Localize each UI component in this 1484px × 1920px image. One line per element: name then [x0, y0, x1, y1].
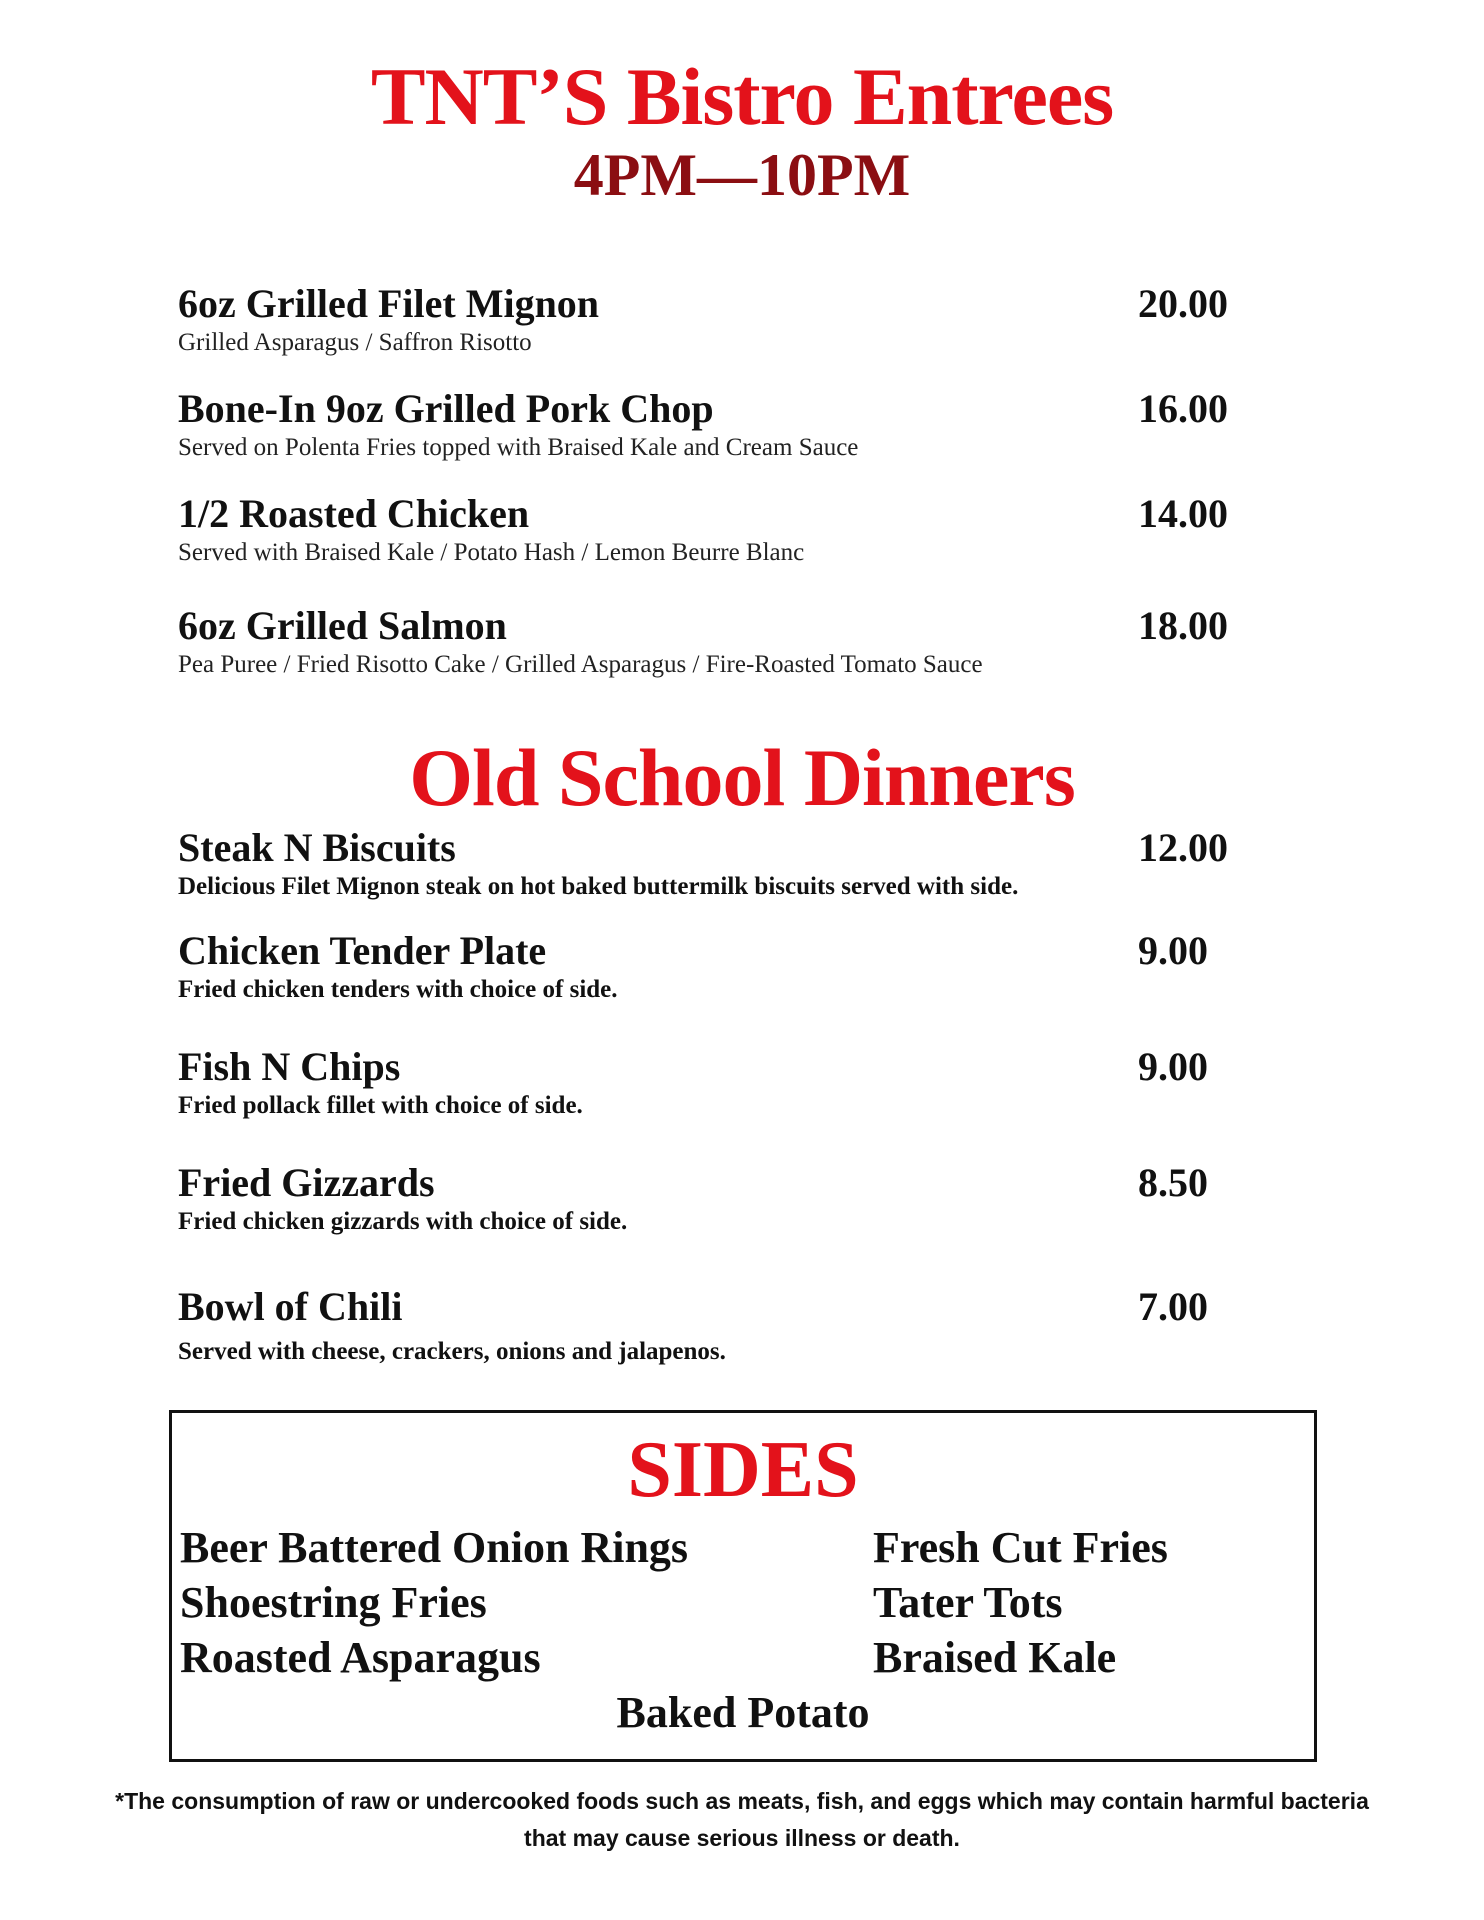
- item-price: 9.00: [1138, 928, 1208, 973]
- side-item: Roasted Asparagus: [180, 1633, 541, 1682]
- item-name: 1/2 Roasted Chicken: [178, 491, 530, 536]
- item-price: 7.00: [1138, 1284, 1208, 1329]
- item-description: Served with Braised Kale / Potato Hash / Lemon Beurre Blanc: [178, 539, 805, 566]
- item-description: Fried pollack fillet with choice of side.: [178, 1092, 583, 1119]
- item-name: 6oz Grilled Salmon: [178, 603, 507, 648]
- menu-hours: 4PM—10PM: [573, 142, 911, 208]
- item-name: Chicken Tender Plate: [178, 928, 547, 973]
- side-item: Tater Tots: [873, 1578, 1063, 1627]
- menu-item: [178, 826, 1258, 902]
- side-item: Braised Kale: [873, 1633, 1117, 1682]
- side-item: Beer Battered Onion Rings: [180, 1523, 689, 1572]
- menu-item: [178, 1285, 1258, 1367]
- item-price: 9.00: [1138, 1044, 1208, 1089]
- disclaimer-line: *The consumption of raw or undercooked foods such as meats, fish, and eggs which may contain harmful bacteria: [115, 1788, 1369, 1814]
- menu-item: [178, 604, 1258, 680]
- item-name: Fish N Chips: [178, 1044, 401, 1089]
- menu-item: [178, 387, 1258, 463]
- item-price: 14.00: [1138, 491, 1228, 536]
- item-description: Served on Polenta Fries topped with Braised Kale and Cream Sauce: [178, 434, 859, 461]
- side-item: Baked Potato: [616, 1688, 870, 1737]
- menu-item: [178, 1161, 1258, 1237]
- item-price: 16.00: [1138, 386, 1228, 431]
- item-description: Grilled Asparagus / Saffron Risotto: [178, 329, 532, 356]
- item-name: Bowl of Chili: [178, 1284, 403, 1329]
- disclaimer-line: that may cause serious illness or death.: [524, 1825, 960, 1851]
- item-description: Fried chicken gizzards with choice of side.: [178, 1208, 628, 1235]
- item-name: 6oz Grilled Filet Mignon: [178, 281, 600, 326]
- item-name: Bone-In 9oz Grilled Pork Chop: [178, 386, 714, 431]
- item-price: 12.00: [1138, 825, 1228, 870]
- side-item: Fresh Cut Fries: [873, 1523, 1168, 1572]
- section-title-old-school: Old School Dinners: [409, 732, 1075, 823]
- item-description: Delicious Filet Mignon steak on hot baked buttermilk biscuits served with side.: [178, 873, 1019, 900]
- item-description: Served with cheese, crackers, onions and jalapenos.: [178, 1338, 726, 1365]
- item-description: Fried chicken tenders with choice of side.: [178, 976, 618, 1003]
- menu-item: [178, 282, 1258, 358]
- sides-box: [169, 1410, 1317, 1762]
- item-price: 20.00: [1138, 281, 1228, 326]
- menu-title: TNT’S Bistro Entrees: [370, 51, 1114, 142]
- menu-item: [178, 492, 1258, 568]
- side-item: Shoestring Fries: [180, 1578, 487, 1627]
- menu-item: [178, 929, 1258, 1005]
- item-price: 8.50: [1138, 1160, 1208, 1205]
- menu-item: [178, 1045, 1258, 1121]
- item-name: Fried Gizzards: [178, 1160, 435, 1205]
- item-price: 18.00: [1138, 603, 1228, 648]
- sides-title: SIDES: [627, 1426, 859, 1514]
- item-name: Steak N Biscuits: [178, 825, 456, 870]
- disclaimer: [0, 1783, 1484, 1857]
- item-description: Pea Puree / Fried Risotto Cake / Grilled Asparagus / Fire-Roasted Tomato Sauce: [178, 651, 983, 678]
